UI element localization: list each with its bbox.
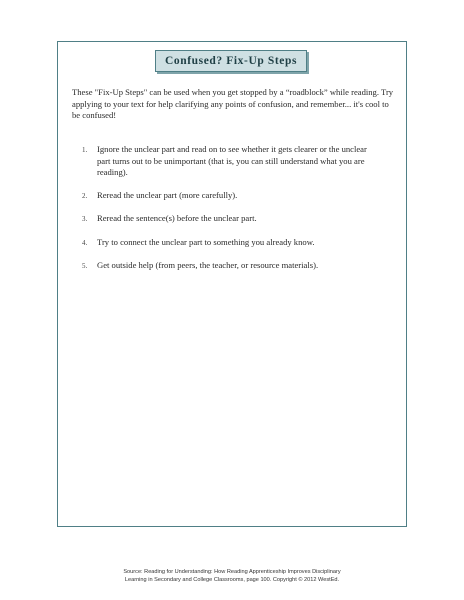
list-item xyxy=(82,190,378,203)
step-text: Reread the unclear part (more carefully). xyxy=(97,189,238,200)
step-text: Get outside help (from peers, the teacher, or resource materials). xyxy=(97,260,319,270)
step-text: Ignore the unclear part and read on to see whether it gets clearer or the unclear part turns out to be unimportant (that is, you can still understand what you are reading). xyxy=(97,144,367,177)
step-text: Try to connect the unclear part to something you already know. xyxy=(97,236,315,247)
list-item xyxy=(82,237,378,250)
list-item xyxy=(82,144,378,179)
list-item xyxy=(82,213,378,226)
step-number: 3. xyxy=(82,215,88,223)
step-number: 1. xyxy=(82,146,88,154)
step-number: 2. xyxy=(82,191,88,200)
step-number: 5. xyxy=(82,262,88,270)
list-item xyxy=(82,260,378,273)
step-number: 4. xyxy=(82,238,88,247)
page-title: Confused? Fix-Up Steps xyxy=(164,55,298,67)
source-line-2: Learning in Secondary and College Classrooms, page 100. Copyright © 2012 WestEd. xyxy=(124,576,340,583)
step-text: Reread the sentence(s) before the unclear part. xyxy=(97,213,257,223)
fix-up-steps-list xyxy=(82,144,378,284)
source-citation xyxy=(100,569,364,584)
document-frame xyxy=(57,41,407,527)
intro-paragraph: These "Fix-Up Steps" can be used when you get stopped by a “roadblock” while reading. Try applying to your text for help clarifying any points of confusion, and remember... it's cool to be confused! xyxy=(72,87,394,120)
source-line-1: Source: Reading for Understanding: How Reading Apprenticeship Improves Disciplinary xyxy=(123,569,341,575)
title-box xyxy=(155,50,307,72)
